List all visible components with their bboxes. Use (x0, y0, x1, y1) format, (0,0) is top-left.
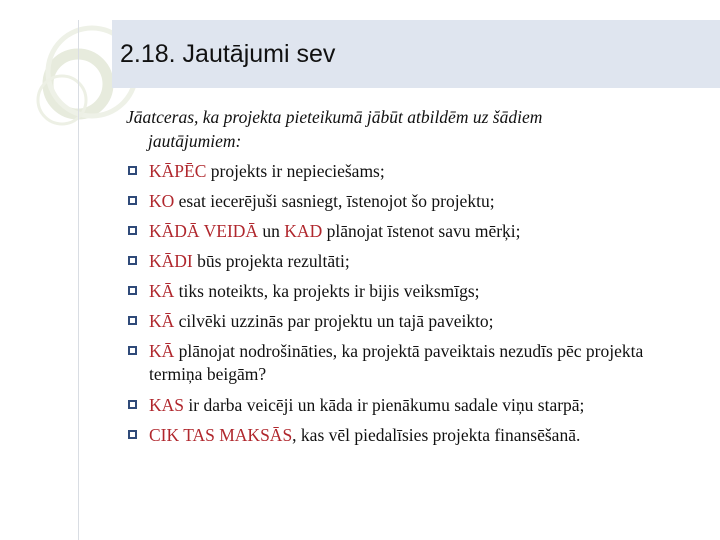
item-text: plānojat nodrošināties, ka projektā paveiktais nezudīs pēc projekta termiņa beigām? (149, 341, 644, 384)
list-item (128, 190, 708, 213)
list-item (128, 160, 708, 183)
keyword: KĀ (149, 341, 175, 361)
slide-title: 2.18. Jautājumi sev (120, 40, 336, 68)
vertical-divider-line (78, 20, 79, 540)
item-text: projekts ir nepieciešams; (206, 161, 385, 181)
item-text: tiks noteikts, ka projekts ir bijis veiksmīgs; (174, 281, 480, 301)
keyword: KĀDI (149, 251, 193, 271)
keyword: KĀDĀ VEIDĀ (149, 221, 259, 241)
item-text: cilvēki uzzinās par projektu un tajā paveikto; (174, 311, 494, 331)
item-text: un (258, 221, 285, 241)
hollow-square-bullet-icon (128, 316, 137, 325)
list-item (128, 394, 708, 417)
intro-line-1: Jāatceras, ka projekta pieteikumā jābūt atbildēm uz šādiem (126, 107, 543, 127)
hollow-square-bullet-icon (128, 196, 137, 205)
item-text: būs projekta rezultāti; (192, 251, 350, 271)
keyword: KAS (149, 395, 185, 415)
intro-line-2: jautājumiem: (148, 131, 242, 151)
hollow-square-bullet-icon (128, 346, 137, 355)
keyword: KĀ (149, 281, 175, 301)
keyword: KO (149, 191, 175, 211)
hollow-square-bullet-icon (128, 166, 137, 175)
item-text: , kas vēl piedalīsies projekta finansēšanā. (292, 425, 581, 445)
item-text: plānojat īstenot savu mērķi; (322, 221, 521, 241)
hollow-square-bullet-icon (128, 256, 137, 265)
list-item (128, 280, 708, 303)
keyword: KĀ (149, 311, 175, 331)
hollow-square-bullet-icon (128, 226, 137, 235)
list-item (128, 250, 708, 273)
keyword: KĀPĒC (149, 161, 207, 181)
list-item (128, 424, 708, 447)
list-item (128, 220, 708, 243)
keyword: KAD (284, 221, 323, 241)
intro-text (126, 105, 646, 153)
item-text: esat iecerējuši sasniegt, īstenojot šo projektu; (174, 191, 495, 211)
hollow-square-bullet-icon (128, 286, 137, 295)
hollow-square-bullet-icon (128, 400, 137, 409)
hollow-square-bullet-icon (128, 430, 137, 439)
list-item (128, 310, 708, 333)
keyword: CIK TAS MAKSĀS (149, 425, 293, 445)
list-item (128, 340, 658, 386)
item-text: ir darba veicēji un kāda ir pienākumu sadale viņu starpā; (184, 395, 585, 415)
